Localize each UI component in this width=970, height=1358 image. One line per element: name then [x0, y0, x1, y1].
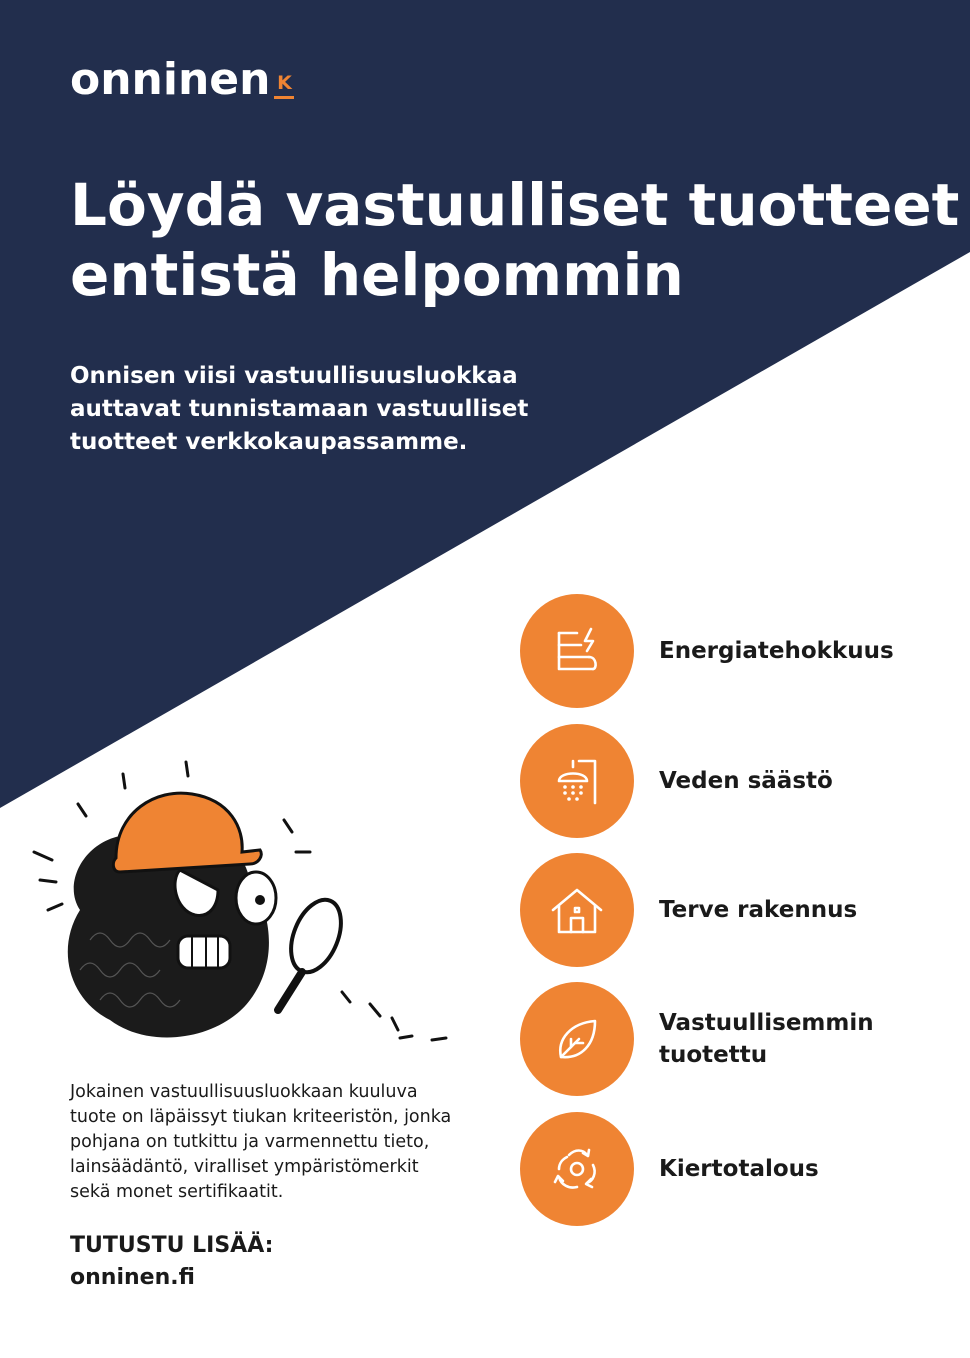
- body-line-3: pohjana on tutkittu ja varmennettu tieto,: [70, 1132, 430, 1152]
- category-label: Terve rakennus: [659, 897, 858, 923]
- lead-line-3: tuotteet verkkokaupassamme.: [70, 429, 468, 455]
- shower-icon: [520, 724, 634, 838]
- recycle-icon: [520, 1112, 634, 1226]
- worker-with-magnifier-illustration: [20, 740, 480, 1070]
- house-icon: [520, 853, 634, 967]
- title-line-1: Löydä vastuulliset tuotteet: [70, 171, 960, 239]
- logo-wordmark: onninen: [70, 54, 271, 105]
- leaf-icon: [520, 982, 634, 1096]
- lead-line-1: Onnisen viisi vastuullisuusluokkaa: [70, 363, 518, 389]
- body-line-4: lainsäädäntö, viralliset ympäristömerkit: [70, 1157, 419, 1177]
- lead-line-2: auttavat tunnistamaan vastuulliset: [70, 396, 529, 422]
- lead-paragraph: [70, 360, 570, 459]
- body-line-2: tuote on läpäissyt tiukan kriteeristön, jonka: [70, 1107, 452, 1127]
- cta-label: TUTUSTU LISÄÄ:: [70, 1233, 274, 1258]
- category-label: Energiatehokkuus: [659, 638, 894, 664]
- category-veden-saasto[interactable]: [520, 724, 960, 838]
- body-line-1: Jokainen vastuullisuusluokkaan kuuluva: [70, 1082, 418, 1102]
- body-line-5: sekä monet sertifikaatit.: [70, 1182, 284, 1202]
- category-vastuullisemmin-tuotettu[interactable]: [520, 982, 960, 1096]
- info-paragraph: [70, 1080, 490, 1205]
- cta-link[interactable]: onninen.fi: [70, 1265, 195, 1290]
- page-title: [70, 170, 960, 310]
- category-label: Vastuullisemmin tuotettu: [659, 1010, 874, 1068]
- energy-efficiency-icon: [520, 594, 634, 708]
- title-line-2: entistä helpommin: [70, 241, 684, 309]
- category-terve-rakennus[interactable]: [520, 853, 960, 967]
- category-kiertotalous[interactable]: [520, 1112, 960, 1226]
- category-label: Kiertotalous: [659, 1156, 819, 1182]
- category-energiatehokkuus[interactable]: [520, 594, 960, 708]
- kesko-k-icon: K: [274, 72, 294, 99]
- category-label: Veden säästö: [659, 768, 833, 794]
- call-to-action: [70, 1230, 273, 1294]
- onninen-logo[interactable]: [70, 54, 294, 105]
